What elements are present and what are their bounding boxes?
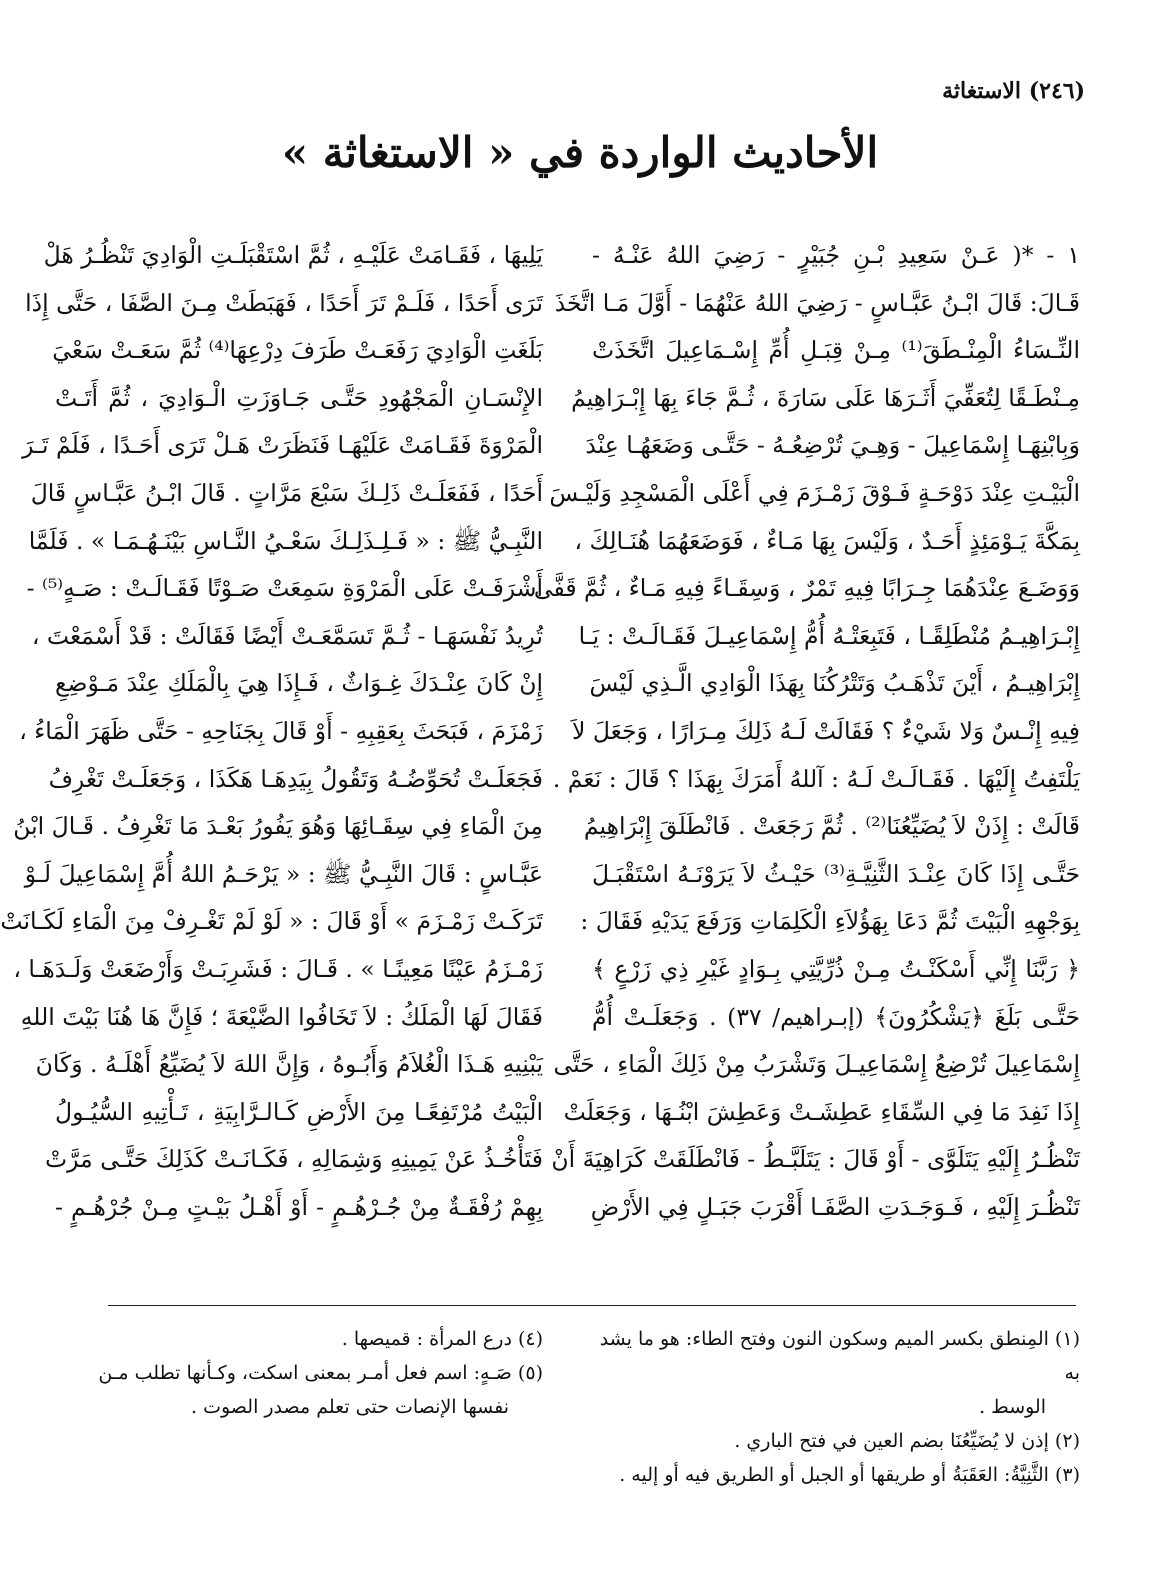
footnote-3: (٣) الثَّنِيَّةُ: العَقَبَةُ أو طريقها أو الجبل أو الطريق فيه أو إليه .: [619, 1464, 1080, 1486]
body-line: يَلِيهَا ، فَقَـامَتْ عَلَيْـهِ ، ثُمَّ اسْتَقْبَلَـتِ الْوَادِيَ تَنْظُـرُ هَلْ: [43, 241, 543, 269]
body-line: الْمَرْوَةَ فَقَـامَتْ عَلَيْهَـا فَنَظَرَتْ هَـلْ تَرَى أَحَـدًا ، فَلَمْ تَـرَ: [22, 431, 543, 460]
body-line: إِبْـرَاهِيـمُ مُنْطَلِقًـا ، فَتَبِعَتْـهُ أُمُّ إِسْمَاعِيـلَ فَقَـالَـتْ : يَـا: [578, 621, 1080, 650]
left-column: [0, 232, 543, 1282]
body-line: الْبَيْتُ مُرْتَفِعًـا مِنَ الأَرْضِ كَـالـرَّابِيَةِ ، تَـأْتِيهِ السُّيُـولُ: [55, 1097, 543, 1126]
body-line: الإِنْسَـانِ الْمَجْهُودِ حَتَّـى جَـاوَزَتِ الْـوَادِيَ ، ثُمَّ أَتَـتْ: [55, 383, 543, 412]
footnote-5-continuation: نفسها الإنصات حتى تعلم مصدر الصوت .: [191, 1396, 509, 1418]
body-line: إِبْرَاهِيـمُ ، أَيْنَ تَذْهَـبُ وَتَتْرُكُنَا بِهَذَا الْوَادِي الَّـذِي لَيْسَ: [589, 669, 1080, 698]
body-columns: [0, 232, 1080, 1282]
body-line: وَبِابْنِهَـا إِسْمَاعِيلَ - وَهِـيَ تُرْضِعُـهُ - حَتَّـى وَضَعَهُـا عِنْدَ: [585, 431, 1080, 460]
body-line: إِنْ كَانَ عِنْـدَكَ غِـوَاثٌ ، فَـإِذَا هِيَ بِالْمَلَكِ عِنْدَ مَـوْضِعِ: [55, 669, 543, 698]
body-line: النَّبِـيُّ ﷺ : « فَـلِـذَلِـكَ سَعْـيُ النَّـاسِ بَيْنَـهُـمَـا » . فَلَمَّا: [28, 526, 543, 555]
footnote-5: (٥) صَـهٍ: اسم فعل أمـر بمعنى اسكت، وكـأنها تطلب مـن: [98, 1362, 543, 1384]
body-line: زَمْـزَمُ عَيْنًا مَعِينًـا » . قَـالَ : فَشَرِبَـتْ وَأَرْضَعَتْ وَلَـدَهَـا ،: [13, 954, 543, 983]
body-line: ١ - *( عَـنْ سَعِيدِ بْـنِ جُبَيْرٍ - رَضِيَ اللهُ عَنْـهُ -: [592, 241, 1080, 269]
body-line: أَحَدًا ، فَفَعَلَـتْ ذَلِـكَ سَبْعَ مَرَّاتٍ . قَالَ ابْـنُ عَبَّـاسٍ قَالَ: [30, 478, 543, 507]
body-line: فَقَالَ لَهَا الْمَلَكُ : لاَ تَخَافُوا الضَّيْعَةَ ؛ فَإِنَّ هَا هُنَا بَيْتَ اللهِ: [20, 1002, 543, 1031]
body-line: بِوَجْهِهِ الْبَيْتَ ثُمَّ دَعَا بِهَؤُلاَءِ الْكَلِمَاتِ وَرَفَعَ يَدَيْهِ فَقَالَ :: [580, 907, 1080, 936]
body-line: تَرَكَـتْ زَمْـزَمَ » أَوْ قَالَ : « لَوْ لَمْ تَغْـرِفْ مِنَ الْمَاءِ لَكَـانَتْ: [0, 907, 543, 936]
footnote-4: (٤) درع المرأة : قميصها .: [341, 1328, 543, 1350]
footnote-1-continuation: الوسط .: [979, 1396, 1046, 1418]
body-line: إِذَا نَفِدَ مَا فِي السِّقَاءِ عَطِشَـتْ وَعَطِشَ ابْنُـهَا ، وَجَعَلَتْ: [563, 1097, 1080, 1126]
body-line: الْبَيْـتِ عِنْدَ دَوْحَـةٍ فَـوْقَ زَمْـزَمَ فِي أَعْلَى الْمَسْجِدِ وَلَيْـسَ: [549, 478, 1080, 507]
body-line: فِيهِ إِنْـسٌ وَلا شَيْءٌ ؟ فَقَالَتْ لَـهُ ذَلِكَ مِـرَارًا ، وَجَعَلَ لاَ: [572, 716, 1080, 745]
body-line: بَلَغَتِ الْوَادِيَ رَفَعَـتْ طَرَفَ دِرْعِهَا⁽⁴⁾ ثُمَّ سَعَـتْ سَعْيَ: [52, 336, 543, 365]
body-line: قَالَتْ : إِذَنْ لاَ يُضَيِّعُنَا⁽²⁾ . ثُمَّ رَجَعَتْ . فَانْطَلَقَ إِبْرَاهِيمُ: [583, 812, 1080, 841]
footnotes-left: [55, 1322, 543, 1492]
body-line: ﴿ رَبَّنَا إِنِّي أَسْكَنْـتُ مِـنْ ذُرِّيَّتِي بِـوَادٍ غَيْرِ ذِي زَرْعٍ ﴾: [592, 954, 1080, 983]
body-line: قَـالَ: قَالَ ابْـنُ عَبَّـاسٍ - رَضِيَ اللهُ عَنْهُمَا - أَوَّلَ مَـا اتَّخَذَ: [554, 288, 1080, 317]
body-line: تَرَى أَحَدًا ، فَلَـمْ تَرَ أَحَدًا ، فَهَبَطَتْ مِـنَ الصَّفَا ، حَتَّى إِذَا: [25, 288, 543, 317]
footnote-1: (١) المِنطق بكسر الميم وسكون النون وفتح الطاء: هو ما يشد به: [599, 1328, 1080, 1384]
body-line: مِنَ الْمَاءِ فِي سِقَـائِهَا وَهُوَ يَفُورُ بَعْـدَ مَا تَغْرِفُ . قَـالَ ابْنُ: [13, 812, 543, 841]
body-line: النِّـسَاءُ الْمِنْـطَقَ⁽¹⁾ مِـنْ قِبَـلِ أُمِّ إِسْـمَاعِيلَ اتَّخَذَتْ: [592, 336, 1080, 365]
footnotes: [55, 1322, 1080, 1492]
running-head: (٢٤٦) الاستغاثة: [942, 78, 1085, 104]
body-line: يَبْنِيهِ هَـذَا الْغُلاَمُ وَأَبُـوهُ ، وَإِنَّ اللهَ لاَ يُضَيِّعُ أَهْلَـهُ . وَكَانَ: [35, 1050, 543, 1079]
body-line: بِمَكَّةَ يَـوْمَئِذٍ أَحَـدٌ ، وَلَيْسَ بِهَا مَـاءٌ ، فَوَضَعَهُمَا هُنَـالِكَ ،: [574, 526, 1080, 555]
body-line: وَوَضَـعَ عِنْدَهُمَا جِـرَابًا فِيهِ تَمْرٌ ، وَسِقَـاءً فِيهِ مَـاءٌ ، ثُمَّ قَفَّى: [533, 574, 1080, 603]
body-line: زَمْزَمَ ، فَبَحَثَ بِعَقِبِهِ - أَوْ قَالَ بِجَنَاحِهِ - حَتَّى ظَهَرَ الْمَاءُ ،: [19, 716, 543, 745]
body-line: عَبَّـاسٍ : قَالَ النَّبِـيُّ ﷺ : « يَرْحَـمُ اللهُ أُمَّ إِسْمَاعِيلَ لَـوْ: [24, 859, 543, 888]
body-line: فَجَعَلَـتْ تُحَوِّضُـهُ وَتَقُولُ بِيَدِهَـا هَكَذَا ، وَجَعَلَـتْ تَغْرِفُ: [48, 764, 543, 793]
body-line: بِهِمْ رُفْقَـةٌ مِنْ جُـرْهُـمٍ - أَوْ أَهْـلُ بَيْـتٍ مِـنْ جُرْهُـمٍ -: [55, 1192, 543, 1221]
footnotes-right: [592, 1322, 1080, 1492]
body-line: تُرِيدُ نَفْسَهَـا - ثُـمَّ تَسَمَّعَـتْ أَيْضًا فَقَالَتْ : قَدْ أَسْمَعْتَ ،: [31, 621, 543, 650]
body-line: تَنْظُـرَ إِلَيْهِ ، فَـوَجَـدَتِ الصَّفَـا أَقْرَبَ جَبَـلٍ فِي الأَرْضِ: [590, 1192, 1080, 1221]
body-line: أَشْرَفَـتْ عَلَى الْمَرْوَةِ سَمِعَتْ صَـوْتًا فَقَـالَـتْ : صَـهٍ⁽⁵⁾ -: [26, 574, 543, 603]
body-line: فَتَأْخُـذُ عَنْ يَمِينِهِ وَشِمَالِهِ ، فَكَـانَـتْ كَذَلِكَ حَتَّـى مَرَّتْ: [45, 1145, 543, 1174]
body-line: تَنْظُـرُ إِلَيْهِ يَتَلَوَّى - أَوْ قَالَ : يَتَلَبَّـطُ - فَانْطَلَقَتْ كَرَاهِيَةَ أَنْ: [551, 1145, 1080, 1174]
body-line: حَتَّـى بَلَغَ ﴿يَشْكُرُونَ﴾ (إبـراهيم/ ٣٧) . وَجَعَلَـتْ أُمُّ: [592, 1002, 1080, 1031]
page-title: الأحاديث الواردة في « الاستغاثة »: [281, 128, 879, 177]
body-line: يَلْتَفِتُ إِلَيْهَا . فَقَـالَـتْ لَـهُ : آللهُ أَمَرَكَ بِهَذَا ؟ قَالَ : نَعَمْ .: [552, 764, 1080, 793]
body-line: إِسْمَاعِيلَ تُرْضِعُ إِسْمَاعِيـلَ وَتَشْرَبُ مِنْ ذَلِكَ الْمَاءِ ، حَتَّى: [553, 1050, 1080, 1079]
body-line: حَتَّـى إِذَا كَانَ عِنْـدَ الثَّنِيَّـةِ⁽³⁾ حَيْـثُ لاَ يَرَوْنَـهُ اسْتَقْبَـلَ: [592, 859, 1080, 888]
footnote-divider: [108, 1305, 1076, 1306]
body-line: مِـنْطَـقًا لِتُعَفِّيَ أَثَـرَهَا عَلَى سَارَةَ ، ثُـمَّ جَاءَ بِهَا إِبْـرَاهِيمُ: [571, 383, 1080, 412]
footnote-2: (٢) إذن لا يُضَيِّعُنَا بضم العين في فتح الباري .: [734, 1430, 1080, 1452]
right-column: [533, 232, 1080, 1282]
